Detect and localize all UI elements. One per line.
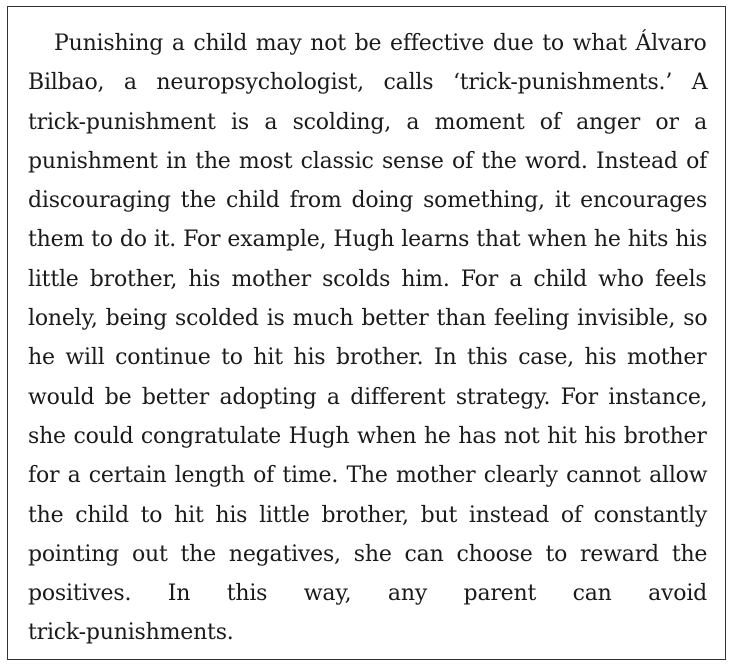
passage-line: she could congratulate Hugh when he has not hit his brother (28, 423, 707, 449)
passage-line: little brother, his mother scolds him. For a child who feels (28, 266, 707, 292)
passage-line: the child to hit his little brother, but instead of constantly (28, 502, 708, 528)
passage-line: Bilbao, a neuropsychologist, calls ‘trick-punishments.’ A (28, 70, 708, 96)
passage-line: discouraging the child from doing something, it encourages (28, 188, 708, 214)
passage-line: Punishing a child may not be effective due to what Álvaro (54, 31, 707, 56)
passage-text (28, 24, 707, 653)
passage-line: trick-punishment is a scolding, a moment of anger or a (28, 109, 708, 135)
passage-line: positives. In this way, any parent can avoid (28, 581, 708, 607)
passage-box (7, 6, 726, 660)
passage-line: he will continue to hit his brother. In this case, his mother (28, 345, 707, 371)
passage-line: would be better adopting a different strategy. For instance, (28, 384, 708, 410)
passage-line: pointing out the negatives, she can choose to reward the (28, 541, 708, 567)
passage-line: for a certain length of time. The mother clearly cannot allow (28, 463, 708, 489)
passage-line: lonely, being scolded is much better than feeling invisible, so (28, 306, 708, 332)
passage-line: trick-punishments. (28, 620, 234, 646)
passage-line: them to do it. For example, Hugh learns that when he hits his (28, 227, 708, 253)
passage-line: punishment in the most classic sense of the word. Instead of (28, 148, 708, 174)
